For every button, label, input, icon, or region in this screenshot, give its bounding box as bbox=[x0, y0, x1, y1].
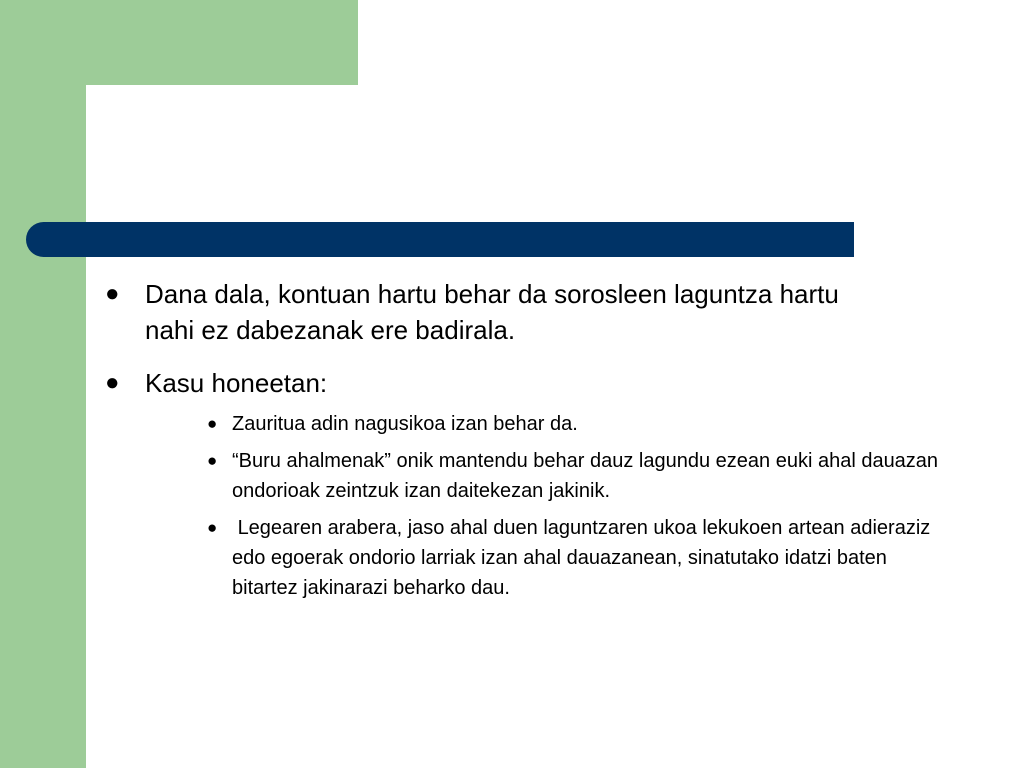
bullet-dot-icon: ● bbox=[105, 369, 120, 396]
sub-bullet-dot-icon: ● bbox=[207, 414, 218, 433]
sub-bullet-dot-icon: ● bbox=[207, 518, 218, 537]
sub-bullet-text: “Buru ahalmenak” onik mantendu behar dauz lagundu ezean euki ahal dauazan ondorioak zeintzuk izan daitekezan jakinik. bbox=[232, 450, 939, 502]
bullet-dot-icon: ● bbox=[105, 280, 120, 307]
bullet-text: Kasu honeetan: bbox=[145, 368, 328, 398]
bullet-text: Dana dala, kontuan hartu behar da sorosleen laguntza hartu nahi ez dabezanak ere badirala. bbox=[145, 279, 839, 345]
sub-bullet-text: Zauritua adin nagusikoa izan behar da. bbox=[232, 413, 578, 435]
sub-bullet-dot-icon: ● bbox=[207, 451, 218, 470]
sub-bullet-text: Legearen arabera, jaso ahal duen laguntzaren ukoa lekukoen artean adieraziz edo egoerak ondorio larriak izan ahal dauazanean, sinatutako idatzi baten bitartez jakinarazi beharko dau. bbox=[232, 517, 936, 599]
